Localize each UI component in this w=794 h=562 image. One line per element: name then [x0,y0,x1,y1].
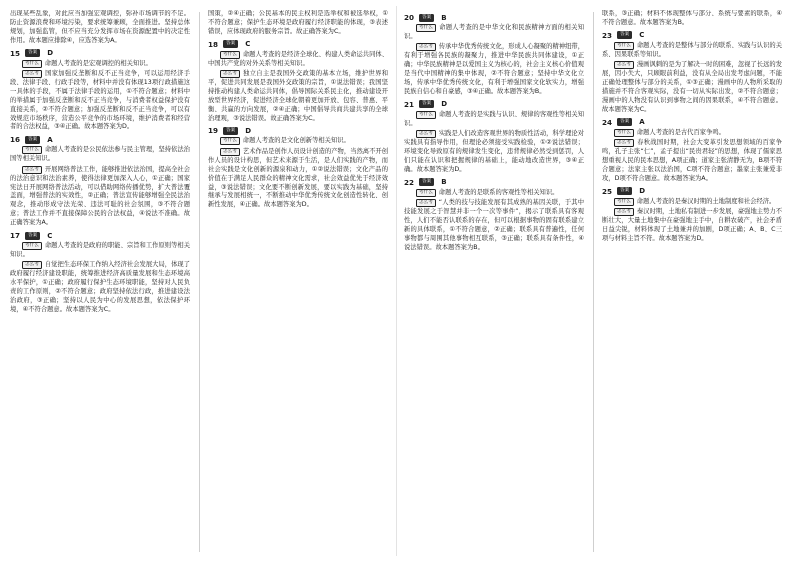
question-number: 24 [602,117,613,127]
test-point-tag: 考什么 [416,111,436,119]
question-number: 15 [10,48,21,58]
analysis-tag: 怎么考 [614,208,634,216]
answer-letter: A [639,118,645,127]
test-point-paragraph [404,24,584,42]
paragraph-text: 开展网络普法工作，能够推进依法治国，提高全社会的法治意识和法治素养，使得法律更加深入人心，①正确；国家宪法日开展网络普法活动，可以借助网络传播优势，扩大普法覆盖面，增强普法的实效性，②正确；普法宣传能够增强全民法治观念，推动形成守法光荣、违法可耻的社会氛围，③不符合题意；普法工作并不直接保障公民的合法权益，④说法不准确。故正确答案为A。 [10,165,190,227]
test-point-paragraph [404,111,584,129]
paragraph-text: 春秋战国时期，社会大变革引发思想领域的百家争鸣，孔子主张“仁”，孟子提出“民贵君轻”的思想，体现了儒家思想重视人民的民本思想，A项正确；道家主张清静无为，B项不符合题意；法家主张以法治国，C项不符合题意；墨家主张兼爱非攻，D项不符合题意。故本题答案为A。 [602,138,782,182]
question-number: 17 [10,231,21,241]
answer-tag: 答案 [419,178,434,186]
test-point-tag: 考什么 [220,51,240,59]
test-point-tag: 考什么 [22,60,42,68]
paragraph-text: 命题人考查的是实践与认识、规律的客观性等相关知识。 [404,110,584,127]
paragraph-text: 出现某些乱象，对此应当加强宏观调控，弥补市场调节的不足。防止资源浪费和环境污染，要求统筹兼顾，全面推进。坚持总体规划，加强监管，但不应当充分发挥市场在资源配置中的决定性作用。故本题应排除④，应选答案为A。 [10,10,190,44]
left-page [10,10,394,555]
paragraph-text: 艺术作品是创作人员设计创造的产物，当然离不开创作人员的设计构思，但艺术来源于生活，是人们实践的产物，而社会实践是文化创新的源泉和动力，①②说法错误；文化产品的价值在于满足人民群众的精神文化需求，社会效益优先于经济效益，③说法错误；文化要不断创新发展，要以实践为基础，坚持继承与发展相统一，不断推动中华优秀传统文化创造性转化、创新性发展，④正确。故本题答案为D。 [208,147,388,209]
question-header [10,135,190,144]
column-4 [602,10,782,555]
answer-tag: 答案 [419,14,434,22]
paragraph-text: 自觉把生态环保工作纳入经济社会发展大局，体现了政府履行经济建设职能，统筹推进经济高质量发展和生态环境高水平保护，①正确；政府履行保护生态环境职能，坚持对人民负责的工作原则，②不符合题意；政府坚持依法行政，推进建设法治政府，③正确；坚持以人民为中心的发展思想，依法保护环境，④不符合题意。故本题答案为C。 [10,261,190,313]
analysis-tag: 怎么考 [416,130,436,138]
answer-letter: C [639,31,645,40]
question-number: 25 [602,186,613,196]
page-fold [396,6,397,556]
paragraph-text: 命题人考查的是经济全球化、构建人类命运共同体、中国共产党的对外关系等相关知识。 [208,50,388,67]
paragraph-text: 命题人考查的是古代百家争鸣。 [636,128,725,136]
test-point-paragraph [208,51,388,69]
paragraph-text: 命题人考查的是文化创新等相关知识。 [242,137,350,145]
answer-letter: C [47,231,53,240]
test-point-paragraph [10,146,190,164]
test-point-paragraph [602,129,782,138]
answer-tag: 答案 [25,232,40,240]
analysis-paragraph [602,139,782,184]
body-paragraph [602,10,782,28]
analysis-tag: 怎么考 [220,148,240,156]
paragraph-text: 独立自主是我国外交政策的基本立场，维护世界和平，促进共同发展是我国外交政策的宗旨，①说法错误；我国坚持推动构建人类命运共同体，倡导国际关系民主化，推动建设开放型世界经济，促进经济全球化朝着更加开放、包容、普惠、平衡、共赢的方向发展，②④正确；中国倡导共商共建共享的全球治理观，③说法错误。故正确答案为C。 [208,70,388,122]
analysis-paragraph [404,43,584,96]
test-point-tag: 考什么 [614,42,634,50]
question-header [208,126,388,135]
question-header [602,187,782,196]
analysis-paragraph [404,130,584,175]
analysis-paragraph [602,61,782,114]
analysis-tag: 怎么考 [220,70,240,78]
analysis-tag: 怎么考 [416,43,436,51]
paragraph-text: 命题人考查的是中华文化和民族精神方面的相关知识。 [404,24,584,40]
answer-letter: A [47,135,53,144]
question-header [404,178,584,187]
answer-tag: 答案 [25,136,40,144]
question-header [602,31,782,40]
answer-letter: C [245,40,251,49]
analysis-tag: 怎么考 [614,61,634,69]
test-point-paragraph [208,137,388,146]
paragraph-text: 命题人考查的是秦汉时期的土地制度和社会经济。 [636,197,776,205]
analysis-tag: 怎么考 [22,70,42,78]
question-header [602,118,782,127]
question-number: 22 [404,177,415,187]
analysis-tag: 怎么考 [614,139,634,147]
test-point-tag: 考什么 [416,24,436,32]
test-point-tag: 考什么 [22,242,42,250]
answer-letter: D [441,100,448,109]
test-point-tag: 考什么 [220,137,240,145]
paragraph-text: 命题人考查的是政府的职能、宗旨和工作原则等相关知识。 [10,242,190,258]
column-1 [10,10,190,555]
column-divider [199,12,200,552]
test-point-paragraph [404,189,584,198]
test-point-paragraph [602,198,782,207]
test-point-tag: 考什么 [614,129,634,137]
analysis-paragraph [404,199,584,252]
paragraph-text: 国策，②④正确；公民基本的民主权利是选举权和被选举权，①不符合题意；保护生态环境是政府履行经济职能的体现，③表述错误，应体现政府的服务宗旨。故正确答案为C。 [208,10,388,35]
question-number: 21 [404,99,415,109]
answer-letter: B [441,13,447,22]
analysis-paragraph [10,261,190,314]
test-point-paragraph [10,60,190,69]
paragraph-text: 命题人考查的是整体与部分的联系、实践与认识的关系、因果联系等知识。 [602,41,782,58]
question-header [404,13,584,22]
body-paragraph [10,10,190,46]
answer-tag: 答案 [223,127,238,135]
paragraph-text: 命题人考查的是公民依法参与民主管理，坚持依法治国等相关知识。 [10,146,190,163]
paragraph-text: “人类的技与技能发展有其成熟的基因关联，于其中技能发展之于智慧并非一个一次等事件”，揭示了联系具有客观性，人们不能否认联系的存在，但可以根据事物的固有联系建立新的具体联系，①不符合题意，②正确；联系具有普遍性，任何事物都与周围其他事物相互联系，③正确；联系具有条件性，④说法错误。故本题答案为B。 [404,199,584,251]
question-header [10,49,190,58]
question-number: 18 [208,39,219,49]
question-number: 19 [208,126,219,136]
answer-tag: 答案 [223,40,238,48]
paragraph-text: 实践是人们改造客观世界的物质性活动，科学理论对实践具有指导作用，但理论必须接受实践检验，①②说法错误；环境变化导致原有的规律发生变化，违背规律必然受到惩罚，人们只能在认识和把握规律的基础上，能动地改造世界，③④正确。故本题答案为D。 [404,130,584,173]
question-number: 20 [404,13,415,22]
paragraph-text: 联系，③正确；材料不体现整体与部分、系统与要素的联系，④不符合题意。故本题答案为B。 [602,10,782,26]
test-point-paragraph [10,242,190,260]
answer-tag: 答案 [25,49,40,57]
paragraph-text: 国家加强反垄断和反不正当竞争，可以运用经济手段、法律手段、行政手段等，材料中并没有体现13项行政措施这一具体的手段，不属于法律手段的运用，①不符合题意；材料中的举措属于加强反垄断和反不正当竞争，与消费者权益保护没有直接关系，②不符合题意；加强反垄断和反不正当竞争，可以有效规范市场秩序，营造公平竞争的市场环境，维护消费者和经营者的合法权益，③④正确。故本题答案为D。 [10,70,190,131]
question-header [404,100,584,109]
answer-tag: 答案 [617,118,632,126]
body-paragraph [208,10,388,37]
analysis-tag: 怎么考 [22,261,42,269]
answer-letter: D [245,126,252,135]
column-divider [593,12,594,552]
question-header [208,40,388,49]
paragraph-text: 命题人考查的是联系的客观性等相关知识。 [438,188,559,196]
answer-tag: 答案 [617,31,632,39]
paragraph-text: 秦汉时期，土地私有制进一步发展，豪强地主势力不断壮大，大量土地集中在豪强地主手中，自耕农破产，社会矛盾日益尖锐，材料体现了土地兼并的加剧，D项正确；A、B、C三项与材料主旨不符。故本题答案为D。 [602,207,782,242]
analysis-paragraph [602,208,782,244]
answer-tag: 答案 [419,100,434,108]
paragraph-text: 命题人考查的是宏观调控的相关知识。 [44,59,152,67]
answer-tag: 答案 [617,187,632,195]
answer-letter: B [441,178,447,187]
answer-letter: D [639,187,646,195]
test-point-tag: 考什么 [416,189,436,197]
analysis-paragraph [10,70,190,132]
analysis-tag: 怎么考 [22,166,42,174]
answer-letter: D [47,49,54,58]
question-number: 16 [10,135,21,145]
question-number: 23 [602,30,613,40]
analysis-paragraph [10,166,190,228]
paragraph-text: 漫画讽刺的是为了解决一时的困难，忽视了长远的发展，因小失大，只顾眼前利益，没有从全局出发考虑问题，不能正确处理整体与部分的关系，①③正确；漫画中的人物所采取的措施并不符合客观实际，没有一切从实际出发，②不符合题意；漫画中的人物没有认识到事物之间的因果联系，④不符合题意。故本题答案为C。 [602,61,782,113]
analysis-paragraph [208,70,388,123]
right-page [404,10,788,555]
column-2 [208,10,388,555]
paragraph-text: 传承中华优秀传统文化，形成人心凝聚的精神纽带，有利于增强各民族的凝聚力，推进中华民族共同体建设，①正确；中华民族精神是以爱国主义为核心的，社会主义核心价值观是当代中国精神的集中体现，②不符合题意；坚持中华文化立场，传承中华优秀传统文化，有利于增强国家文化软实力，增强民族自信心和自豪感，③④正确。故本题答案为B。 [404,43,584,95]
analysis-paragraph [208,148,388,210]
test-point-tag: 考什么 [22,146,42,154]
test-point-tag: 考什么 [614,198,634,206]
test-point-paragraph [602,42,782,60]
analysis-tag: 怎么考 [416,199,436,207]
column-3 [404,10,584,555]
question-header [10,231,190,240]
